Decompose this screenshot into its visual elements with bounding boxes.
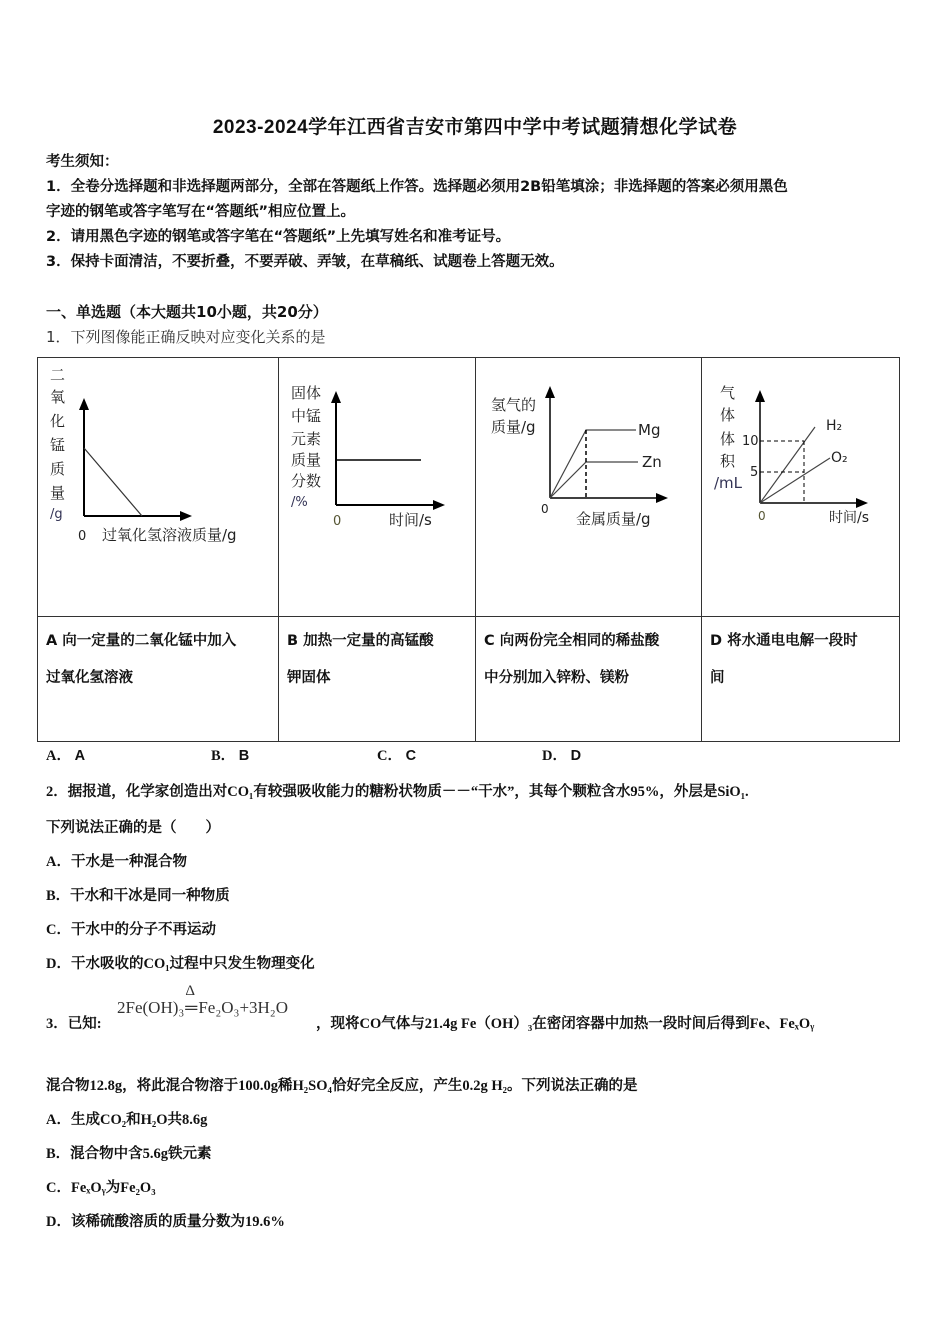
graph-d-xlabel: 时间/s (829, 510, 870, 526)
q2-option-b[interactable]: B．干水和干冰是同一种物质 (46, 888, 230, 904)
ytick-5: 5 (750, 465, 759, 480)
ytick-10: 10 (742, 434, 759, 449)
q2-stem-line2: 下列说法正确的是（ ） (46, 820, 220, 836)
q3-option-d[interactable]: D．该稀硫酸溶质的质量分数为19.6% (46, 1214, 285, 1230)
svg-text:积: 积 (720, 452, 736, 470)
desc-d: D 将水通电电解一段时 间 (702, 617, 900, 742)
q3-option-c[interactable]: C．FeₓOᵧ为Fe₂O₃ (46, 1180, 156, 1196)
desc-b: B 加热一定量的高锰酸 钾固体 (279, 617, 476, 742)
section-heading: 一、单选题（本大题共10小题，共20分） (46, 303, 328, 321)
svg-text:质量: 质量 (291, 451, 322, 469)
graph-a-xlabel: 过氧化氢溶液质量/g (102, 526, 237, 544)
graph-cell-c (476, 358, 702, 617)
graph-b-origin: 0 (333, 514, 342, 529)
notice-item-1-cont: 字迹的钢笔或答字笔写在“答题纸”相应位置上。 (46, 204, 356, 220)
svg-text:锰: 锰 (50, 436, 66, 454)
graph-cell-a (38, 358, 279, 617)
graph-a (38, 358, 278, 616)
svg-text:固体: 固体 (291, 384, 322, 402)
svg-text:质量/g: 质量/g (491, 418, 536, 436)
q3-option-b[interactable]: B．混合物中含5.6g铁元素 (46, 1146, 212, 1162)
svg-text:氧: 氧 (50, 388, 66, 406)
notice-heading: 考生须知： (46, 154, 119, 170)
svg-text:质: 质 (50, 460, 66, 478)
svg-text:体: 体 (720, 406, 736, 424)
svg-text:分数: 分数 (291, 472, 322, 490)
desc-c: C 向两份完全相同的稀盐酸 中分别加入锌粉、镁粉 (476, 617, 702, 742)
svg-text:化: 化 (50, 412, 66, 430)
svg-text:气: 气 (720, 384, 736, 402)
graph-b-xlabel: 时间/s (389, 511, 432, 529)
graph-d-origin: 0 (758, 509, 766, 523)
series-h2-label: H₂ (826, 418, 843, 434)
q1-choice-b[interactable]: B． B (211, 748, 250, 764)
series-mg-label: Mg (638, 421, 661, 439)
series-o2-label: O₂ (831, 450, 848, 466)
q1-graph-table (37, 357, 900, 742)
svg-text:中锰: 中锰 (291, 407, 322, 425)
page-title: 2023-2024学年江西省吉安市第四中学中考试题猜想化学试卷 (212, 117, 738, 138)
graph-c-origin: 0 (541, 502, 549, 516)
graph-cell-d (702, 358, 900, 617)
q3-prefix: 3．已知: (46, 1016, 102, 1032)
q1-stem: 1．下列图像能正确反映对应变化关系的是 (46, 328, 326, 346)
q2-option-c[interactable]: C．干水中的分子不再运动 (46, 922, 216, 938)
graph-c-xlabel: 金属质量/g (576, 510, 651, 528)
q3-equation: 2Fe(OH)₃ Δ ═Fe₂O₃+3H₂O (117, 983, 289, 1017)
q3-stem-line2: 混合物12.8g，将此混合物溶于100.0g稀H₂SO₄恰好完全反应，产生0.2g H₂。下列说法正确的是 (46, 1078, 638, 1094)
svg-text:/g: /g (50, 507, 63, 522)
graph-c (476, 358, 701, 616)
q3-stem-line1: ，现将CO气体与21.4g Fe（OH）₃在密闭容器中加热一段时间后得到Fe、FeₓOᵧ (316, 1016, 815, 1032)
q2-option-a[interactable]: A．干水是一种混合物 (46, 854, 187, 870)
q1-choice-d[interactable]: D． D (542, 748, 582, 764)
q2-stem-line1: 2．据报道，化学家创造出对CO₁有较强吸收能力的糖粉状物质－－“干水”，其每个颗粒含水95%，外层是SiO₁. (46, 784, 749, 800)
notice-item-3: 3．保持卡面清洁，不要折叠，不要弄破、弄皱，在草稿纸、试题卷上答题无效。 (46, 254, 564, 270)
svg-text:元素: 元素 (291, 430, 322, 448)
heat-symbol: Δ (185, 983, 195, 999)
graph-a-ylabel: 二 (50, 366, 66, 384)
graph-a-origin: 0 (78, 529, 87, 544)
q3-option-a[interactable]: A．生成CO₂和H₂O共8.6g (46, 1112, 208, 1128)
svg-text:体: 体 (720, 430, 736, 448)
q1-choice-c[interactable]: C． C (377, 748, 417, 764)
notice-item-2: 2．请用黑色字迹的钢笔或答字笔在“答题纸”上先填写姓名和准考证号。 (46, 229, 511, 245)
svg-text:量: 量 (50, 484, 66, 502)
graph-d (702, 358, 899, 616)
svg-text:/mL: /mL (714, 474, 743, 492)
q1-choice-a[interactable]: A． A (46, 748, 86, 764)
svg-text:/%: /% (291, 495, 308, 510)
notice-item-1: 1．全卷分选择题和非选择题两部分，全部在答题纸上作答。选择题必须用2B铅笔填涂；非选择题的答案必须用黑色 (46, 179, 788, 195)
svg-text:氢气的: 氢气的 (491, 396, 537, 414)
graph-b (279, 358, 475, 616)
graph-cell-b (279, 358, 476, 617)
desc-a: A 向一定量的二氧化锰中加入 过氧化氢溶液 (38, 617, 279, 742)
series-zn-label: Zn (642, 453, 662, 471)
q2-option-d[interactable]: D．干水吸收的CO₁过程中只发生物理变化 (46, 956, 315, 972)
